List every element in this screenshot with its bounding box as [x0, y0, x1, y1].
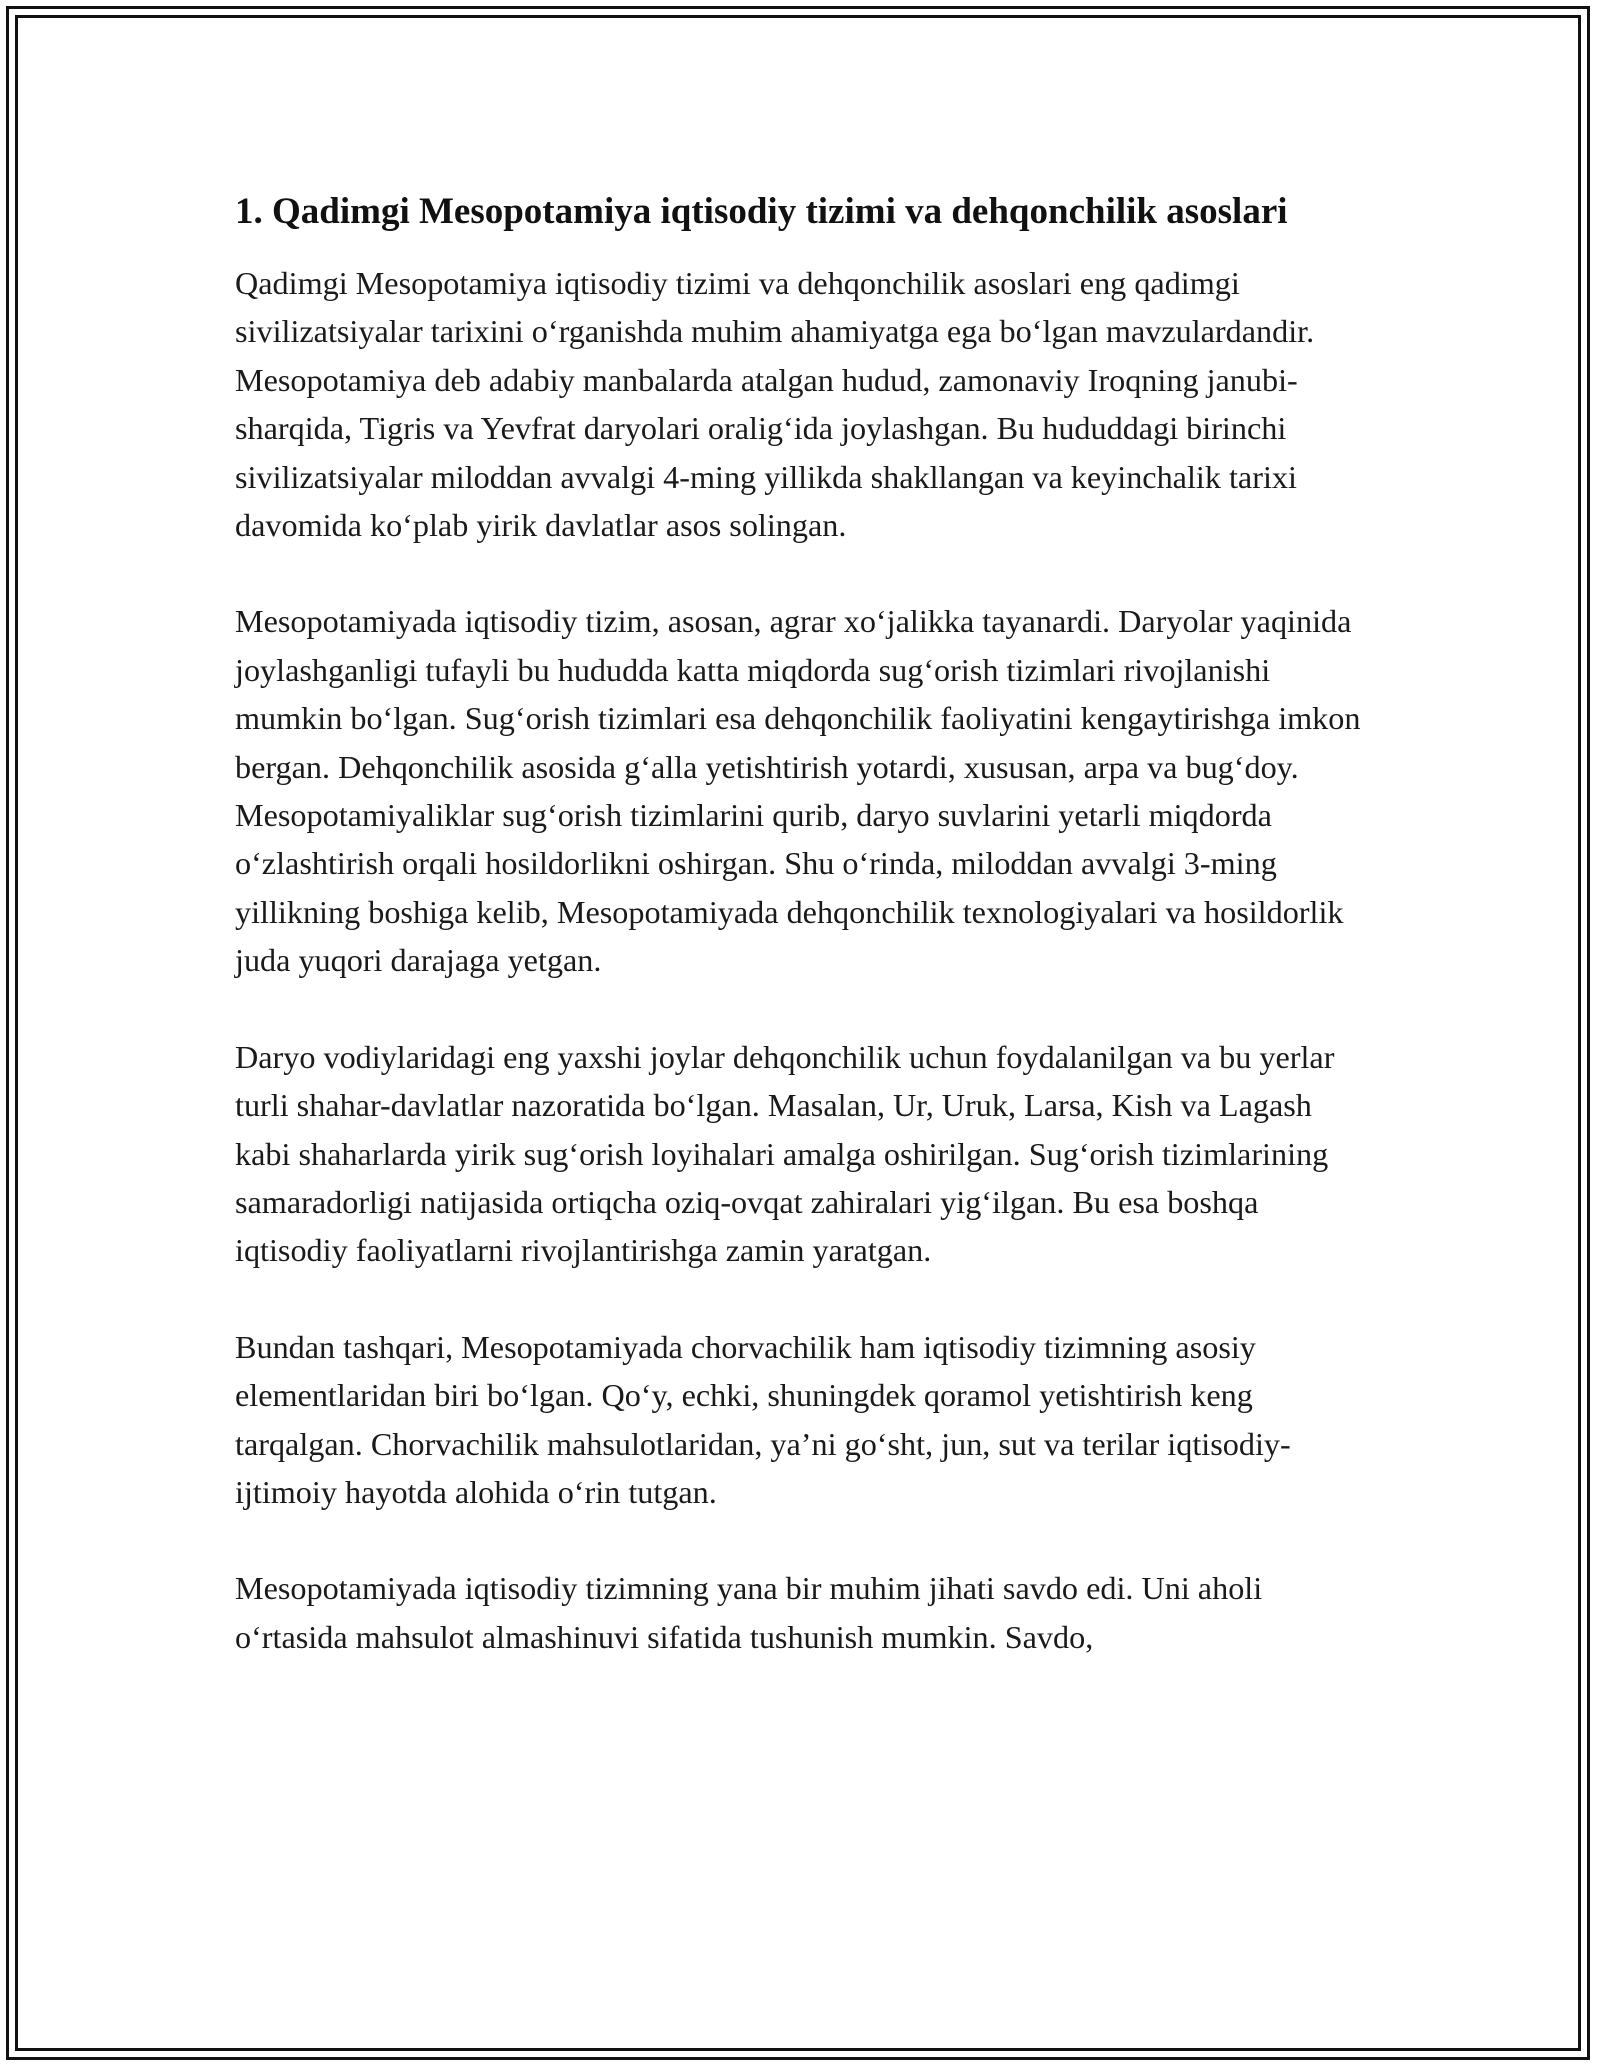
- paragraph-2: Mesopotamiyada iqtisodiy tizim, asosan, agrar xo‘jalikka tayanardi. Daryolar yaqinida joylashganligi tufayli bu hududda katta miqdorda sug‘orish tizimlari rivojlanishi mumkin bo‘lgan. Sug‘orish tizimlari esa dehqonchilik faoliyatini kengaytirishga imkon bergan. Dehqonchilik asosida g‘alla yetishtirish yotardi, xususan, arpa va bug‘doy. Mesopotamiyaliklar sug‘orish tizimlarini qurib, daryo suvlarini yetarli miqdorda o‘zlashtirish orqali hosildorlikni oshirgan. Shu o‘rinda, miloddan avvalgi 3-ming yillikning boshiga kelib, Mesopotamiyada dehqonchilik texnologiyalari va hosildorlik juda yuqori darajaga yetgan.: [235, 603, 1361, 979]
- section-heading: 1. Qadimgi Mesopotamiya iqtisodiy tizimi va dehqonchilik asoslari: [235, 191, 1288, 232]
- paragraph-1: Qadimgi Mesopotamiya iqtisodiy tizimi va dehqonchilik asoslari eng qadimgi sivilizatsiyalar tarixini o‘rganishda muhim ahamiyatga ega bo‘lgan mavzulardandir. Mesopotamiya deb adabiy manbalarda atalgan hudud, zamonaviy Iroqning janubi-sharqida, Tigris va Yevfrat daryolari oralig‘ida joylashgan. Bu hududdagi birinchi sivilizatsiyalar miloddan avvalgi 4-ming yillikda shakllangan va keyinchalik tarixi davomida ko‘plab yirik davlatlar asos solingan.: [235, 265, 1315, 544]
- paragraph-4: Bundan tashqari, Mesopotamiyada chorvachilik ham iqtisodiy tizimning asosiy elementlaridan biri bo‘lgan. Qo‘y, echki, shuningdek qoramol yetishtirish keng tarqalgan. Chorvachilik mahsulotlaridan, ya’ni go‘sht, jun, sut va terilar iqtisodiy-ijtimoiy hayotda alohida o‘rin tutgan.: [235, 1328, 1291, 1510]
- paragraph-5: Mesopotamiyada iqtisodiy tizimning yana bir muhim jihati savdo edi. Uni aholi o‘rtasida mahsulot almashinuvi sifatida tushunish mumkin. Savdo,: [235, 1570, 1263, 1655]
- document-body: [235, 185, 1370, 1709]
- paragraph-3: Daryo vodiylaridagi eng yaxshi joylar dehqonchilik uchun foydalanilgan va bu yerlar turli shahar-davlatlar nazoratida bo‘lgan. Masalan, Ur, Uruk, Larsa, Kish va Lagash kabi shaharlarda yirik sug‘orish loyihalari amalga oshirilgan. Sug‘orish tizimlarining samaradorligi natijasida ortiqcha oziq-ovqat zahiralari yig‘ilgan. Bu esa boshqa iqtisodiy faoliyatlarni rivojlantirishga zamin yaratgan.: [235, 1038, 1335, 1269]
